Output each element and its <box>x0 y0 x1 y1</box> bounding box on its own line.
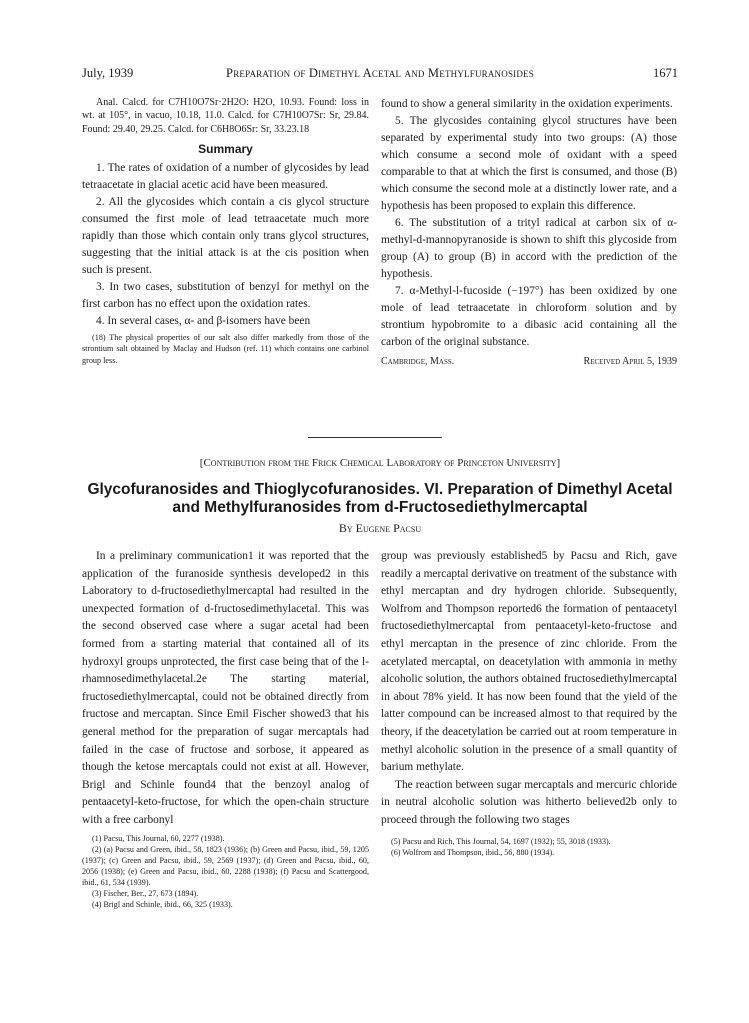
place: Cambridge, Mass. <box>381 356 455 367</box>
footnote-3: (3) Fischer, Ber., 27, 673 (1894). <box>92 888 199 898</box>
summary-point-4: 4. In several cases, α- and β-isomers have been <box>96 315 311 328</box>
issue-date: July, 1939 <box>82 66 134 80</box>
article-title <box>82 481 678 517</box>
contribution-line: [Contribution from the Frick Chemical Laboratory of Princeton University] <box>199 457 561 469</box>
body-paragraph-2: The reaction between sugar mercaptals and mercuric chloride in neutral alcoholic solution was hitherto believed2b only to proceed through the following two stages <box>381 778 677 826</box>
footnote-6: (6) Wolfrom and Thompson, ibid., 56, 880 (1934). <box>391 847 555 857</box>
section-divider <box>308 437 442 438</box>
article-title-line-2: and Methylfuranosides from d-Fructosediethylmercaptal <box>172 499 588 516</box>
right-column-top <box>381 96 677 370</box>
summary-point-3: 3. In two cases, substitution of benzyl for methyl on the first carbon has no effect upon the oxidation rates. <box>82 281 369 311</box>
summary-point-5: 5. The glycosides containing glycol structures have been separated by experimental study into two groups: (A) those which consume a second mole of oxidant with a speed comparable to that at which the first is consumed, and those (B) which consume the second mole at a distinctly lower rate, and a hypothesis has been proposed to explain this difference. <box>381 115 677 212</box>
footnote-2: (2) (a) Pacsu and Green, ibid., 58, 1823 (1936); (b) Green and Pacsu, ibid., 59, 1205 (1937); (c) Green and Pacsu, ibid., 59, 2569 (1937); (d) Green and Pacsu, ibid., 60, 2056 (1938); (e) Green and Pacsu, ibid., 60, 2288 (1938); (f) Pacsu and Scattergood, ibid., 61, 534 (1939). <box>82 844 369 887</box>
article-title-line-1: Glycofuranosides and Thioglycofuranosides. VI. Preparation of Dimethyl Acetal <box>87 481 673 498</box>
summary-point-7: 7. α-Methyl-l-fucoside (−197°) has been oxidized by one mole of lead tetraacetate in chloroform solution and by strontium hypobromite to a dibasic acid containing all the carbon of the original substance. <box>381 285 677 348</box>
footnote-18-text: (18) The physical properties of our salt also differ markedly from those of the strontium salt obtained by Maclay and Hudson (ref. 11) which contains one carbinol group less. <box>82 333 369 365</box>
signature-line <box>381 353 677 370</box>
footnote-18 <box>82 332 369 366</box>
running-title: Preparation of Dimethyl Acetal and Methylfuranosides <box>226 66 534 80</box>
summary-point-2: 2. All the glycosides which contain a cis glycol structure consumed the first mole of lead tetraacetate much more rapidly than those which contain only trans glycol structures, suggesting that the initial attack is at the cis position when such is present. <box>82 196 369 277</box>
footnote-5: (5) Pacsu and Rich, This Journal, 54, 1697 (1932); 55, 3018 (1933). <box>391 836 611 846</box>
body-paragraph-1: In a preliminary communication1 it was reported that the application of the furanoside synthesis developed2 in this Laboratory to d-fructosediethylmercaptal had resulted in the unexpected formation of d-fructosedimethylacetal. This was the second observed case where a sugar acetal had been formed from a starting material that contained all of its hydroxyl groups unprotected, the first case being that of the l-rhamnosedimethylacetal.2e The starting material, fructosediethylmercaptal, could not be obtained directly from fructose and mercaptan. Since Emil Fischer showed3 that his general method for the preparation of sugar mercaptals had failed in the case of fructose and sorbose, it appeared as though the ketose mercaptals could not exist at all. However, Brigl and Schinle found4 that the benzoyl analog of pentaacetyl-keto-fructose, for which the open-chain structure with a free carbonyl <box>82 550 369 826</box>
byline: By Eugene Pacsu <box>338 521 422 535</box>
summary-point-4-continued: found to show a general similarity in the oxidation experiments. <box>381 98 673 110</box>
right-column-body <box>381 548 677 858</box>
left-column-top <box>82 96 369 366</box>
footnote-1: (1) Pacsu, This Journal, 60, 2277 (1938). <box>92 833 225 843</box>
summary-heading: Summary <box>198 142 253 157</box>
page-header <box>82 66 678 84</box>
analysis-line: Anal. Calcd. for C7H10O7Sr·2H2O: H2O, 10.93. Found: loss in wt. at 105°, in vacuo, 10.18, 11.0. Calcd. for C7H10O7Sr: Sr, 29.84. Found: 29.40, 29.25. Calcd. for C6H8O6Sr: Sr, 33.23.18 <box>82 97 369 135</box>
summary-point-1: 1. The rates of oxidation of a number of glycosides by lead tetraacetate in glacial acetic acid have been measured. <box>82 162 369 192</box>
body-paragraph-1-continued: group was previously established5 by Pacsu and Rich, gave readily a mercaptal derivative on treatment of the substance with ethyl mercaptan and dry hydrogen chloride. Subsequently, Wolfrom and Thompson reported6 the formation of pentaacetyl fructosediethylmercaptal from pentaacetyl-keto-fructose and ethyl mercaptan in the presence of zinc chloride. From the acetylated mercaptal, on deacetylation with ammonia in methy alcoholic solution, the authors obtained fructosediethylmercaptal in about 78% yield. It has now been found that the yield of the latter compound can be increased almost to that required by the theory, if the deacetylation be carried out at room temperature in methyl alcoholic solution in the presence of a small quantity of barium methylate. <box>381 550 677 774</box>
page-number: 1671 <box>653 66 678 80</box>
summary-point-6: 6. The substitution of a trityl radical at carbon six of α-methyl-d-mannopyranoside is shown to shift this glycoside from group (A) to group (B) in accord with the prediction of the hypothesis. <box>381 217 677 280</box>
footnotes-right <box>381 836 677 858</box>
footnotes-left <box>82 833 369 910</box>
left-column-body <box>82 548 369 910</box>
received-date: Received April 5, 1939 <box>583 356 677 367</box>
footnote-4: (4) Brigl and Schinle, ibid., 66, 325 (1933). <box>92 899 233 909</box>
